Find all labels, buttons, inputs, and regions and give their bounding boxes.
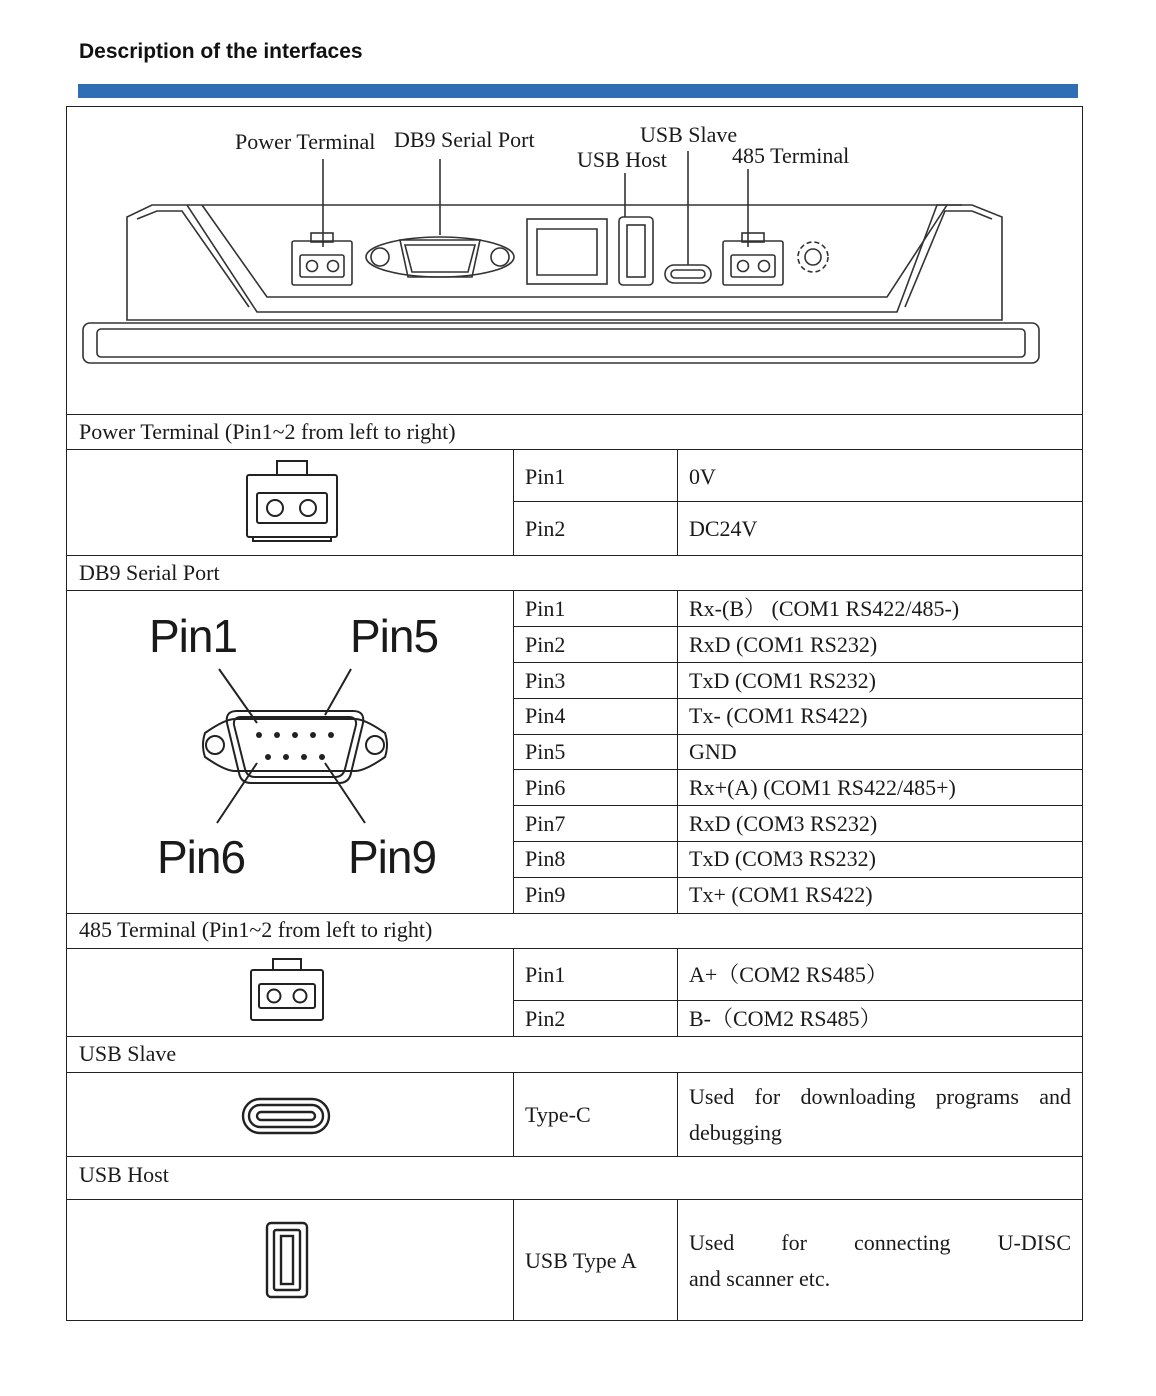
usb-slave-type: Type-C	[525, 1102, 591, 1127]
db9-pin-value: GND	[689, 739, 737, 764]
callout-usb-slave: USB Slave	[640, 122, 738, 147]
callout-usb-host: USB Host	[577, 147, 667, 172]
page-title: Description of the interfaces	[79, 40, 363, 63]
db9-connector-diagram	[175, 663, 415, 823]
485-terminal-diagram	[249, 956, 329, 1026]
db9-pin-value: Rx-(B） (COM1 RS422/485-)	[689, 596, 960, 621]
power-pin-value: DC24V	[689, 516, 758, 541]
db9-pin-value: Rx+(A) (COM1 RS422/485+)	[689, 775, 956, 800]
db9-pin-value: Tx- (COM1 RS422)	[689, 703, 868, 728]
section-title-485-terminal: 485 Terminal (Pin1~2 from left to right)	[79, 917, 433, 942]
power-pin-value: 0V	[689, 464, 716, 489]
db9-diagram-label: Pin1	[149, 610, 238, 662]
db9-pin-value: Tx+ (COM1 RS422)	[689, 882, 873, 907]
section-title-db9: DB9 Serial Port	[79, 560, 220, 585]
485-pin-value: A+（COM2 RS485）	[689, 962, 888, 987]
485-pin-label: Pin2	[525, 1006, 566, 1031]
db9-diagram-label: Pin5	[350, 610, 439, 662]
db9-pin-label: Pin3	[525, 668, 566, 693]
db9-pin-value: RxD (COM3 RS232)	[689, 811, 878, 836]
title-accent-bar	[78, 84, 1078, 98]
device-rear-view	[67, 107, 1082, 414]
db9-pin-label: Pin7	[525, 811, 566, 836]
db9-pin-value: RxD (COM1 RS232)	[689, 632, 878, 657]
interface-table	[66, 106, 1083, 1321]
power-pin-label: Pin1	[525, 464, 566, 489]
db9-diagram-label: Pin9	[348, 831, 437, 883]
power-pin-label: Pin2	[525, 516, 566, 541]
db9-pin-label: Pin9	[525, 882, 566, 907]
485-pin-label: Pin1	[525, 962, 566, 987]
db9-diagram-label: Pin6	[157, 831, 246, 883]
usb-host-description: Used for connecting U-DISC and scanner etc.	[689, 1230, 1071, 1291]
usb-host-type: USB Type A	[525, 1248, 637, 1273]
device-drawing	[67, 107, 1082, 414]
callout-485-terminal: 485 Terminal	[732, 143, 850, 168]
db9-pin-label: Pin8	[525, 846, 566, 871]
485-pin-value: B-（COM2 RS485）	[689, 1006, 882, 1031]
usb-a-port-diagram	[265, 1221, 311, 1301]
db9-pin-label: Pin4	[525, 703, 566, 728]
callout-power-terminal: Power Terminal	[235, 129, 376, 154]
section-title-usb-host: USB Host	[79, 1162, 169, 1187]
db9-pin-label: Pin6	[525, 775, 566, 800]
callout-db9-serial-port: DB9 Serial Port	[394, 127, 535, 152]
section-title-usb-slave: USB Slave	[79, 1041, 177, 1066]
db9-pin-label: Pin1	[525, 596, 566, 621]
section-title-power-terminal: Power Terminal (Pin1~2 from left to right)	[79, 419, 456, 444]
db9-pin-label: Pin2	[525, 632, 566, 657]
usb-slave-description: Used for downloading programs and debugging	[689, 1084, 1071, 1145]
power-terminal-diagram	[245, 457, 345, 547]
db9-pin-value: TxD (COM1 RS232)	[689, 668, 877, 693]
db9-pin-label: Pin5	[525, 739, 566, 764]
db9-pin-value: TxD (COM3 RS232)	[689, 846, 877, 871]
usb-c-port-diagram	[241, 1097, 333, 1137]
